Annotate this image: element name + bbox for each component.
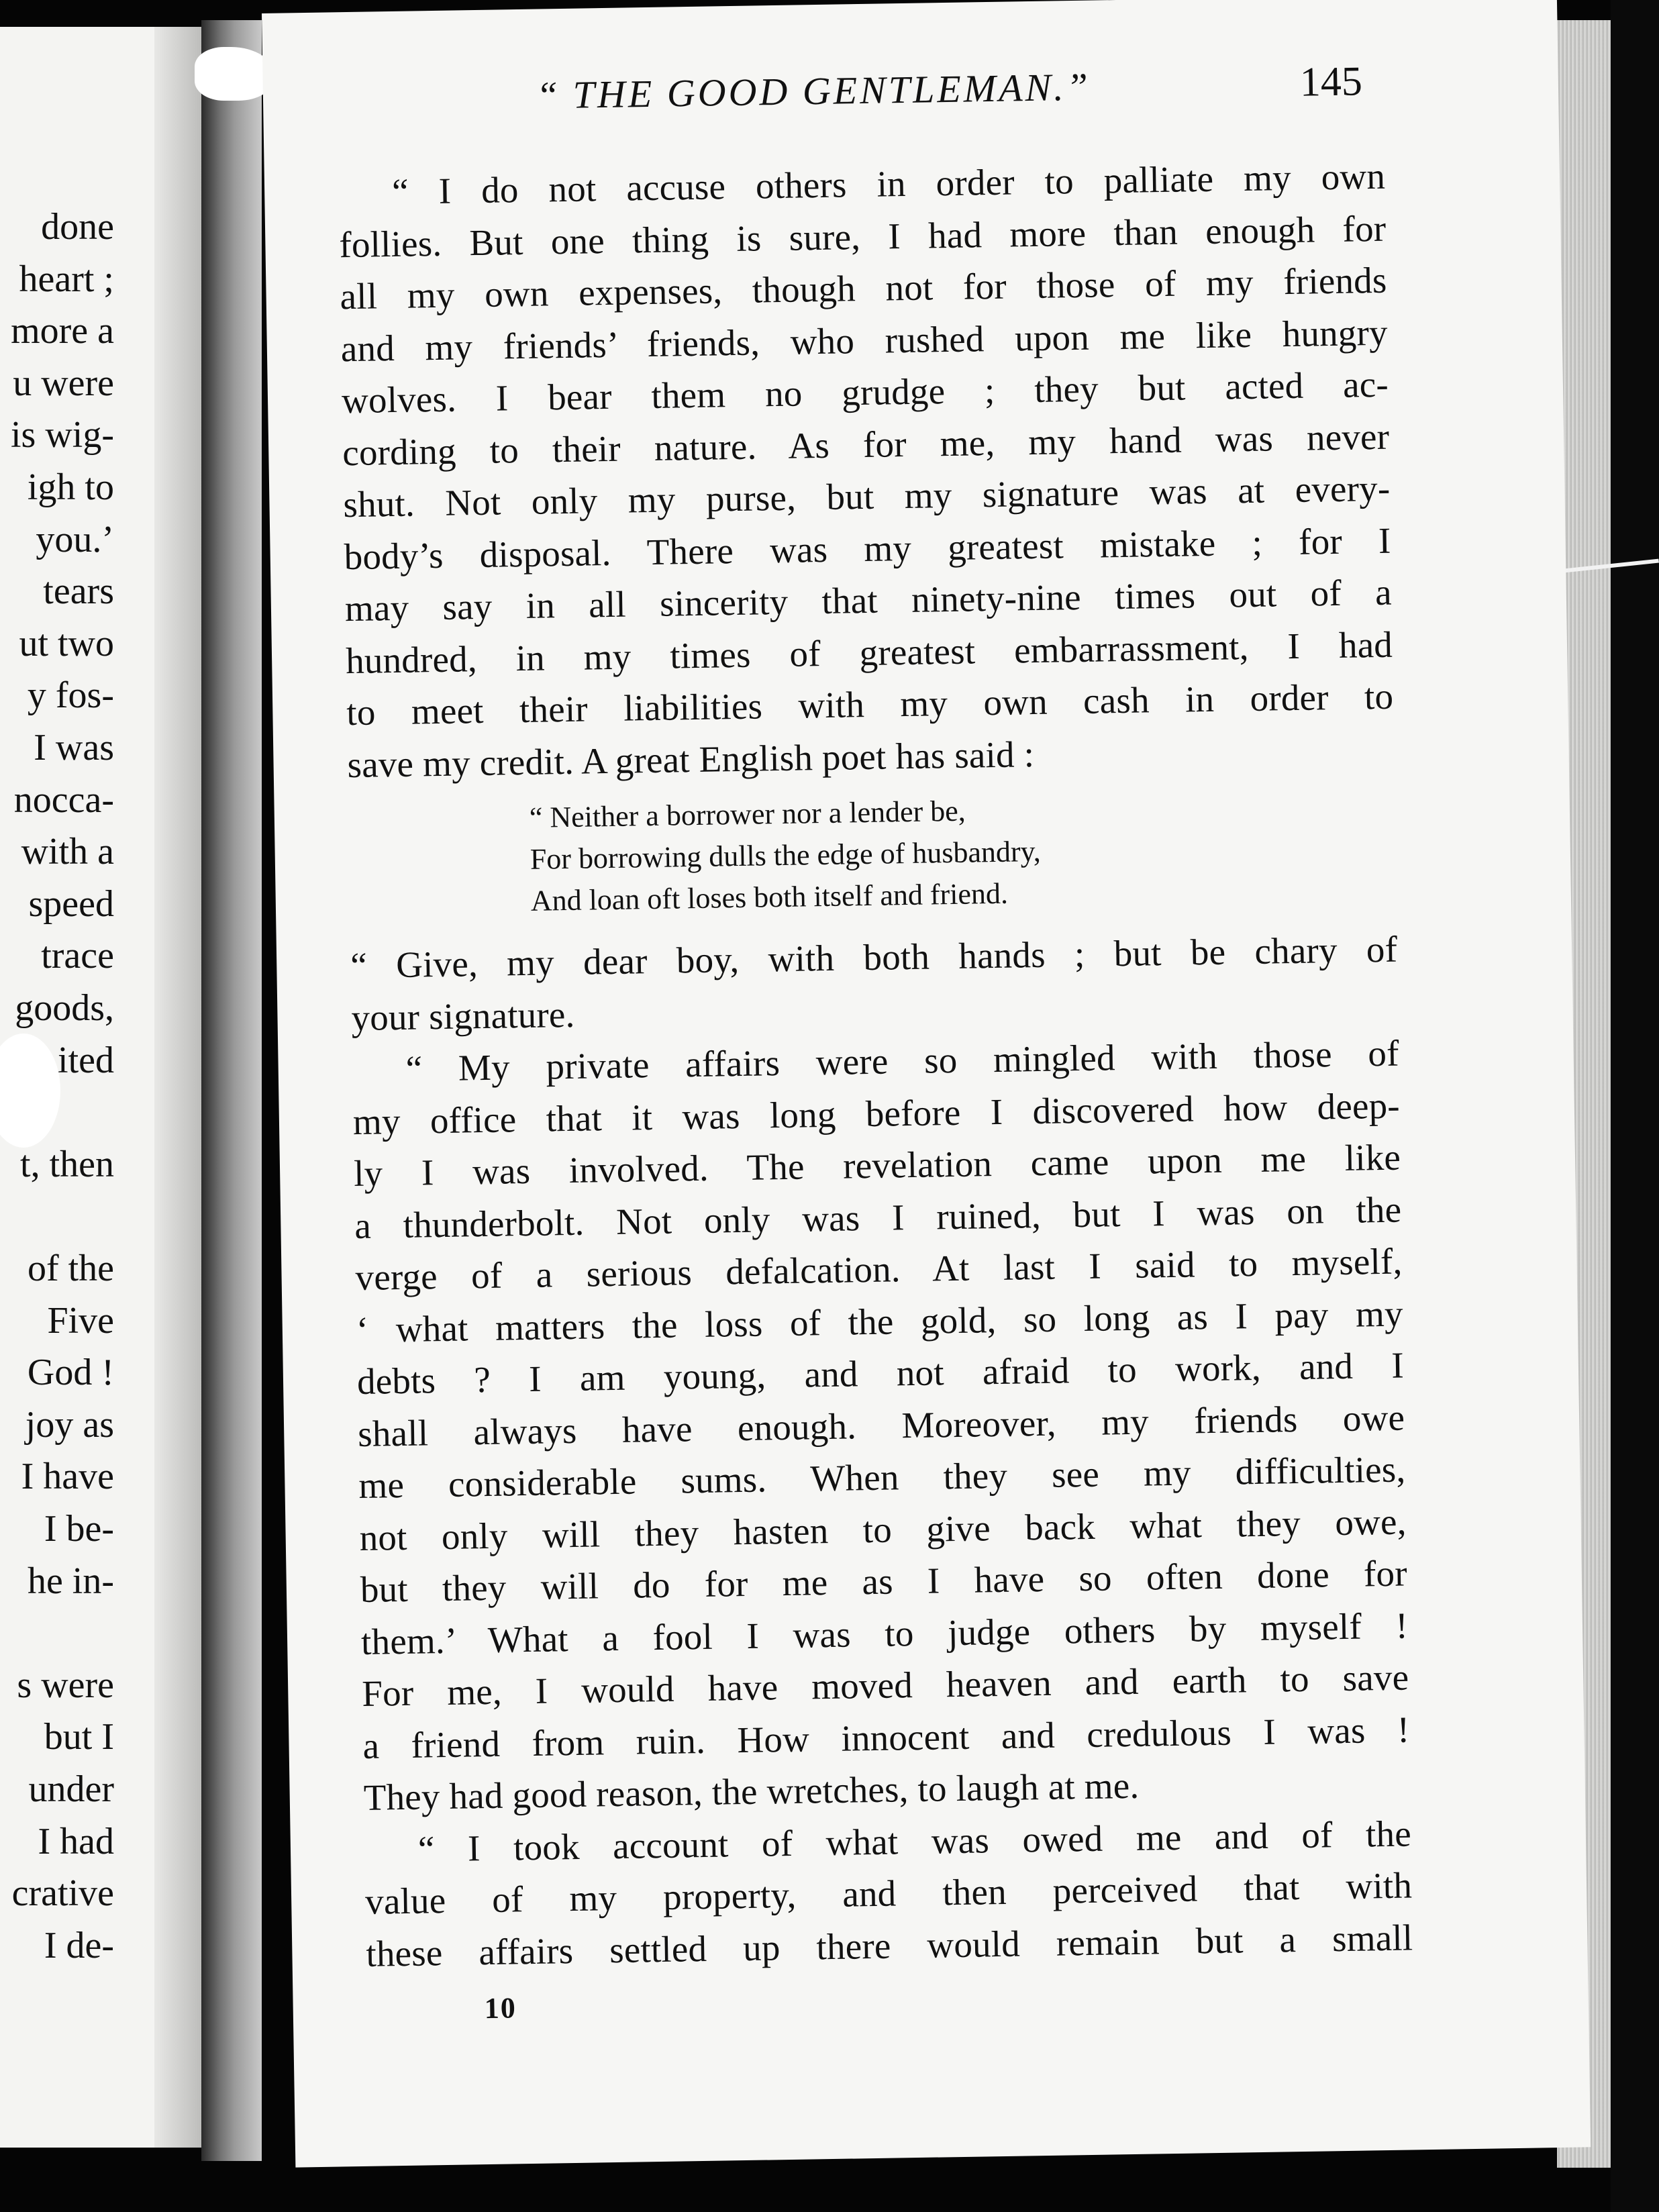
running-header: “ THE GOOD GENTLEMAN.” bbox=[536, 64, 1091, 117]
facing-page-line: heart ; bbox=[19, 258, 114, 300]
text-line: and my friends’ friends, who rushed upon me like hungry bbox=[340, 311, 1389, 369]
facing-page-line: he in- bbox=[27, 1560, 114, 1602]
facing-page-line: trace bbox=[41, 935, 114, 977]
text-line: to meet their liabilities with my own cash in order to bbox=[346, 675, 1394, 734]
page-blot bbox=[0, 1034, 60, 1148]
text-line: debts ? I am young, and not afraid to work, and I bbox=[356, 1344, 1405, 1403]
facing-page-line: you.’ bbox=[36, 518, 114, 560]
facing-page-line: I be- bbox=[44, 1508, 114, 1550]
verse-quotation bbox=[348, 774, 1397, 940]
text-line: but they will do for me as I have so often done for bbox=[360, 1552, 1408, 1610]
facing-page-line: joy as bbox=[25, 1403, 114, 1446]
text-line: ‘ what matters the loss of the gold, so long as I pay my bbox=[356, 1293, 1404, 1350]
text-line: For me, I would have moved heaven and earth to save bbox=[361, 1656, 1409, 1714]
text-line: verge of a serious defalcation. At last I said to myself, bbox=[355, 1240, 1403, 1299]
facing-page-line: speed bbox=[28, 883, 114, 925]
text-line: save my credit. A great English poet has said : bbox=[347, 733, 1035, 785]
book-spine bbox=[201, 20, 262, 2161]
facing-page-line: crative bbox=[11, 1872, 114, 1915]
text-line: these affairs settled up there would remain but a small bbox=[365, 1916, 1413, 1974]
facing-page-line: u were bbox=[13, 362, 114, 404]
text-line: “ I do not accuse others in order to palliate my own bbox=[391, 155, 1386, 212]
text-line: your signature. bbox=[351, 993, 575, 1038]
text-line: not only will they hasten to give back what they owe, bbox=[359, 1500, 1407, 1558]
text-line: follies. But one thing is sure, I had more than enough for bbox=[338, 207, 1387, 265]
facing-page-line: is wig- bbox=[11, 414, 114, 456]
facing-page-line: Five bbox=[47, 1299, 114, 1342]
signature-mark: 10 bbox=[484, 1991, 517, 2025]
paragraph bbox=[338, 150, 1395, 791]
text-line: cording to their nature. As for me, my hand was never bbox=[342, 415, 1390, 473]
text-line: a friend from ruin. How innocent and credulous I was ! bbox=[362, 1708, 1410, 1766]
facing-page-line: nocca- bbox=[13, 778, 114, 821]
facing-page-line: ut two bbox=[19, 622, 114, 664]
facing-page bbox=[0, 27, 201, 2148]
facing-page-line: goods, bbox=[15, 987, 114, 1029]
facing-page-line: but I bbox=[44, 1716, 114, 1758]
text-line: all my own expenses, though not for those of my friends bbox=[340, 259, 1387, 317]
scan-edge bbox=[1611, 0, 1659, 2212]
text-line: may say in all sincerity that ninety-nine times out of a bbox=[344, 571, 1393, 630]
facing-page-line: done bbox=[41, 206, 114, 248]
page-number: 145 bbox=[1299, 58, 1363, 105]
text-line: a thunderbolt. Not only was I ruined, but I was on the bbox=[354, 1189, 1402, 1246]
verse-line: “ Neither a borrower nor a lender be, bbox=[529, 794, 966, 834]
text-line: They had good reason, the wretches, to laugh at me. bbox=[363, 1764, 1140, 1818]
facing-page-line: under bbox=[28, 1768, 114, 1810]
facing-page-line: t, then bbox=[20, 1143, 114, 1185]
facing-page-line: I was bbox=[34, 727, 114, 768]
facing-page-line: more a bbox=[11, 310, 114, 352]
verse-line: And loan oft loses both itself and friend. bbox=[530, 876, 1009, 917]
facing-page-line: God ! bbox=[27, 1352, 114, 1394]
text-line: my office that it was long before I discovered how deep- bbox=[352, 1085, 1401, 1142]
text-line: shut. Not only my purse, but my signature was at every- bbox=[343, 467, 1391, 525]
facing-page-line: with a bbox=[21, 831, 114, 873]
text-line: them.’ What a fool I was to judge others by myself ! bbox=[360, 1604, 1409, 1662]
facing-page-line: of the bbox=[27, 1248, 114, 1289]
text-line: “ I took account of what was owed me and of the bbox=[417, 1812, 1412, 1870]
paragraph bbox=[350, 923, 1399, 1044]
gutter-shadow bbox=[154, 27, 201, 2148]
text-line: body’s disposal. There was my greatest mistake ; for I bbox=[344, 519, 1392, 577]
body-text bbox=[338, 150, 1413, 1980]
text-line: hundred, in my times of greatest embarrassment, I had bbox=[345, 623, 1393, 681]
facing-page-line: I de- bbox=[44, 1924, 114, 1966]
facing-page-line: I have bbox=[21, 1456, 114, 1498]
book-page bbox=[262, 0, 1591, 2168]
text-line: value of my property, and then perceived that with bbox=[364, 1864, 1413, 1922]
paragraph bbox=[352, 1027, 1411, 1824]
verse-line: For borrowing dulls the edge of husbandry, bbox=[530, 834, 1042, 876]
text-line: ly I was involved. The revelation came upon me like bbox=[353, 1136, 1401, 1195]
facing-page-line: ited bbox=[58, 1039, 114, 1081]
text-line: wolves. I bear them no grudge ; they but acted ac- bbox=[341, 363, 1389, 421]
facing-page-line: igh to bbox=[27, 466, 114, 508]
facing-page-line: y fos- bbox=[27, 674, 114, 717]
facing-page-line: tears bbox=[43, 570, 114, 613]
text-line: “ Give, my dear boy, with both hands ; but be chary of bbox=[350, 928, 1398, 987]
facing-page-line: I had bbox=[38, 1820, 114, 1862]
text-line: “ My private affairs were so mingled with those of bbox=[405, 1032, 1400, 1089]
text-line: shall always have enough. Moreover, my friends owe bbox=[357, 1397, 1405, 1454]
facing-page-line: s were bbox=[17, 1664, 114, 1706]
text-line: me considerable sums. When they see my difficulties, bbox=[358, 1448, 1406, 1506]
paragraph bbox=[364, 1807, 1413, 1980]
